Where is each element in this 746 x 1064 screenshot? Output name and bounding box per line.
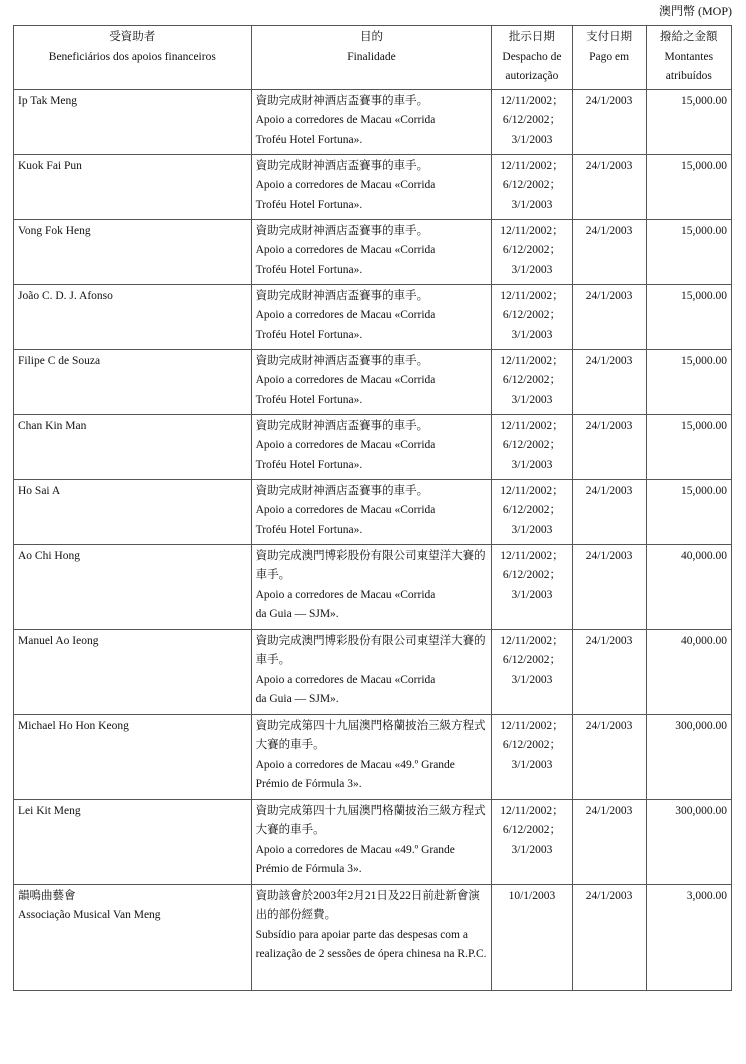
approval-date-cell [492,544,572,629]
amount-value: 15,000.00 [681,354,727,367]
purpose-text: Apoio a corredores de Macau «Corrida [255,309,436,321]
amount-value: 3,000.00 [686,889,727,902]
amount-value: 40,000.00 [681,549,727,562]
purpose-text: Apoio a corredores de Macau «Corrida [255,439,436,451]
approval-date: 3/1/2003 [511,673,553,686]
header-payment-date: 支付日期 Pago em [572,26,646,90]
currency-label: 澳門幣 (MOP) [658,4,732,18]
purpose-text: Apoio a corredores de Macau «49.º Grande Prémio de Fórmula 3». [255,758,455,790]
approval-date: 6/12/2002； [502,374,561,386]
payment-date: 24/1/2003 [585,354,633,367]
approval-date: 6/12/2002； [502,179,561,191]
amount-value: 15,000.00 [681,484,727,497]
payment-date-cell [572,884,646,990]
purpose-text: Troféu Hotel Fortuna». [255,523,363,536]
purpose-text: Troféu Hotel Fortuna». [255,328,363,341]
beneficiary-name: Vong Fok Heng [18,224,91,237]
purpose-cell [251,349,492,414]
approval-date-cell [492,219,572,284]
approval-date: 12/11/2002； [500,804,564,817]
payment-date-cell [572,544,646,629]
payment-date-cell [572,349,646,414]
approval-date: 10/1/2003 [508,889,556,902]
purpose-text: 資助完成財神酒店盃賽事的車手。 [255,289,429,302]
beneficiary-cell [14,544,252,629]
amount-value: 15,000.00 [681,159,727,172]
purpose-text: Apoio a corredores de Macau «Corrida [255,179,436,191]
approval-date: 3/1/2003 [511,263,553,276]
table-row [14,544,732,629]
amount-cell [646,884,731,990]
beneficiary-cell [14,154,252,219]
purpose-text: 資助完成第四十九屆澳門格蘭披治三級方程式大賽的車手。 [255,804,486,836]
payment-date-cell [572,89,646,154]
table-row [14,629,732,714]
purpose-text: Apoio a corredores de Macau «Corrida [255,588,436,601]
approval-date-cell [492,479,572,544]
purpose-text: Apoio a corredores de Macau «Corrida [255,114,436,126]
table-row [14,349,732,414]
approval-date: 12/11/2002； [500,289,564,302]
approval-date: 12/11/2002； [500,224,564,237]
purpose-cell [251,884,492,990]
purpose-text: Troféu Hotel Fortuna». [255,133,363,146]
payment-date-cell [572,629,646,714]
table-row [14,799,732,884]
purpose-text: Apoio a corredores de Macau «Corrida [255,374,436,386]
purpose-text: 資助完成財神酒店盃賽事的車手。 [255,419,429,432]
approval-date: 6/12/2002； [502,439,561,451]
beneficiary-name: Lei Kit Meng [18,804,81,817]
approval-date-cell [492,284,572,349]
payment-date-cell [572,714,646,799]
beneficiary-cell [14,284,252,349]
purpose-cell [251,284,492,349]
purpose-text: Apoio a corredores de Macau «Corrida [255,673,436,686]
beneficiary-cell [14,414,252,479]
payment-date-cell [572,414,646,479]
purpose-text: Apoio a corredores de Macau «Corrida [255,244,436,256]
approval-date: 12/11/2002； [500,484,564,497]
table-row [14,414,732,479]
amount-cell [646,284,731,349]
amount-value: 15,000.00 [681,94,727,107]
purpose-text: 資助該會於2003年2月21日及22日前赴新會演出的部份經費。 [255,889,480,921]
amount-cell [646,629,731,714]
approval-date-cell [492,154,572,219]
approval-date: 12/11/2002； [500,94,564,107]
purpose-text: 資助完成財神酒店盃賽事的車手。 [255,159,429,172]
beneficiary-cell [14,219,252,284]
amount-value: 15,000.00 [681,224,727,237]
approval-date: 3/1/2003 [511,328,553,341]
beneficiary-cell [14,479,252,544]
payment-date: 24/1/2003 [585,634,633,647]
approval-date: 6/12/2002； [502,654,561,666]
payment-date: 24/1/2003 [585,159,633,172]
amount-cell [646,479,731,544]
beneficiary-name: Filipe C de Souza [18,354,101,367]
beneficiary-name: Ao Chi Hong [18,549,80,562]
approval-date: 3/1/2003 [511,133,553,146]
approval-date-cell [492,89,572,154]
amount-cell [646,799,731,884]
purpose-text: Apoio a corredores de Macau «49.º Grande Prémio de Fórmula 3». [255,843,455,875]
header-beneficiary: 受資助者 Beneficiários dos apoios financeiros [14,26,252,90]
purpose-text: 資助完成澳門博彩股份有限公司東望洋大賽的車手。 [255,549,486,581]
approval-date-cell [492,799,572,884]
purpose-cell [251,414,492,479]
purpose-cell [251,89,492,154]
purpose-text: 資助完成財神酒店盃賽事的車手。 [255,484,429,497]
purpose-cell [251,219,492,284]
amount-value: 40,000.00 [681,634,727,647]
beneficiary-cell [14,629,252,714]
payment-date: 24/1/2003 [585,549,633,562]
amount-value: 15,000.00 [681,419,727,432]
payment-date: 24/1/2003 [585,224,633,237]
purpose-cell [251,544,492,629]
purpose-text: Troféu Hotel Fortuna». [255,263,363,276]
purpose-cell [251,799,492,884]
beneficiary-name: Michael Ho Hon Keong [18,719,129,732]
purpose-text: 資助完成財神酒店盃賽事的車手。 [255,354,429,367]
approval-date: 6/12/2002； [502,504,561,516]
approval-date: 6/12/2002； [502,244,561,256]
approval-date: 12/11/2002； [500,354,564,367]
approval-date-cell [492,629,572,714]
payment-date-cell [572,219,646,284]
approval-date-cell [492,884,572,990]
approval-date: 12/11/2002； [500,159,564,172]
approval-date: 3/1/2003 [511,758,553,771]
approval-date: 3/1/2003 [511,458,553,471]
table-row [14,284,732,349]
amount-cell [646,89,731,154]
purpose-cell [251,479,492,544]
approval-date: 12/11/2002； [500,634,564,647]
purpose-text: 資助完成財神酒店盃賽事的車手。 [255,94,429,107]
approval-date: 3/1/2003 [511,198,553,211]
payment-date-cell [572,154,646,219]
table-row [14,154,732,219]
approval-date: 12/11/2002； [500,419,564,432]
approval-date: 3/1/2003 [511,393,553,406]
purpose-cell [251,154,492,219]
purpose-text: 資助完成第四十九屆澳門格蘭披治三級方程式大賽的車手。 [255,719,486,751]
payment-date-cell [572,479,646,544]
amount-cell [646,154,731,219]
amount-cell [646,349,731,414]
beneficiary-cell [14,89,252,154]
approval-date-cell [492,714,572,799]
approval-date: 6/12/2002； [502,739,561,751]
beneficiary-name: Kuok Fai Pun [18,159,82,172]
payment-date: 24/1/2003 [585,419,633,432]
beneficiary-name: Chan Kin Man [18,419,87,432]
payment-date: 24/1/2003 [585,719,633,732]
purpose-text: Troféu Hotel Fortuna». [255,458,363,471]
beneficiary-name: Associação Musical Van Meng [18,909,161,921]
amount-cell [646,544,731,629]
header-purpose: 目的 Finalidade [251,26,492,90]
beneficiary-name: Manuel Ao Ieong [18,634,99,647]
payment-date: 24/1/2003 [585,94,633,107]
approval-date: 3/1/2003 [511,843,553,856]
table-row [14,219,732,284]
purpose-cell [251,714,492,799]
approval-date: 12/11/2002； [500,549,564,562]
beneficiary-name: 韻鳴曲藝會 [18,889,76,902]
payment-date: 24/1/2003 [585,484,633,497]
amount-value: 300,000.00 [675,804,727,817]
approval-date-cell [492,414,572,479]
purpose-text: da Guia — SJM». [255,693,339,705]
table-row [14,479,732,544]
amount-cell [646,414,731,479]
amount-cell [646,714,731,799]
payment-date: 24/1/2003 [585,289,633,302]
amount-cell [646,219,731,284]
beneficiary-cell [14,799,252,884]
payment-date: 24/1/2003 [585,889,633,902]
beneficiary-cell [14,714,252,799]
beneficiary-name: Ho Sai A [18,484,61,497]
amount-value: 15,000.00 [681,289,727,302]
approval-date: 6/12/2002； [502,309,561,321]
payment-date-cell [572,799,646,884]
amount-value: 300,000.00 [675,719,727,732]
beneficiary-name: João C. D. J. Afonso [18,289,113,302]
header-approval-date: 批示日期 Despacho de autorização [492,26,572,90]
approval-date: 6/12/2002； [502,824,561,836]
beneficiary-cell [14,349,252,414]
approval-date: 3/1/2003 [511,588,553,601]
approval-date: 3/1/2003 [511,523,553,536]
purpose-text: Troféu Hotel Fortuna». [255,198,363,211]
approval-date-cell [492,349,572,414]
approval-date: 6/12/2002； [502,569,561,581]
purpose-text: Apoio a corredores de Macau «Corrida [255,504,436,516]
purpose-text: Subsídio para apoiar parte das despesas com a realização de 2 sessões de ópera chinesa na R.P.C. [255,928,487,960]
purpose-text: 資助完成財神酒店盃賽事的車手。 [255,224,429,237]
purpose-text: da Guia — SJM». [255,608,339,620]
purpose-cell [251,629,492,714]
grants-table [13,25,732,991]
header-amount: 撥給之金額 Montantes atribuídos [646,26,731,90]
approval-date: 12/11/2002； [500,719,564,732]
table-row [14,89,732,154]
beneficiary-name: Ip Tak Meng [18,94,78,107]
payment-date: 24/1/2003 [585,804,633,817]
payment-date-cell [572,284,646,349]
table-header-row [14,26,732,90]
table-row [14,884,732,990]
purpose-text: 資助完成澳門博彩股份有限公司東望洋大賽的車手。 [255,634,486,666]
purpose-text: Troféu Hotel Fortuna». [255,393,363,406]
approval-date: 6/12/2002； [502,114,561,126]
table-row [14,714,732,799]
beneficiary-cell [14,884,252,990]
